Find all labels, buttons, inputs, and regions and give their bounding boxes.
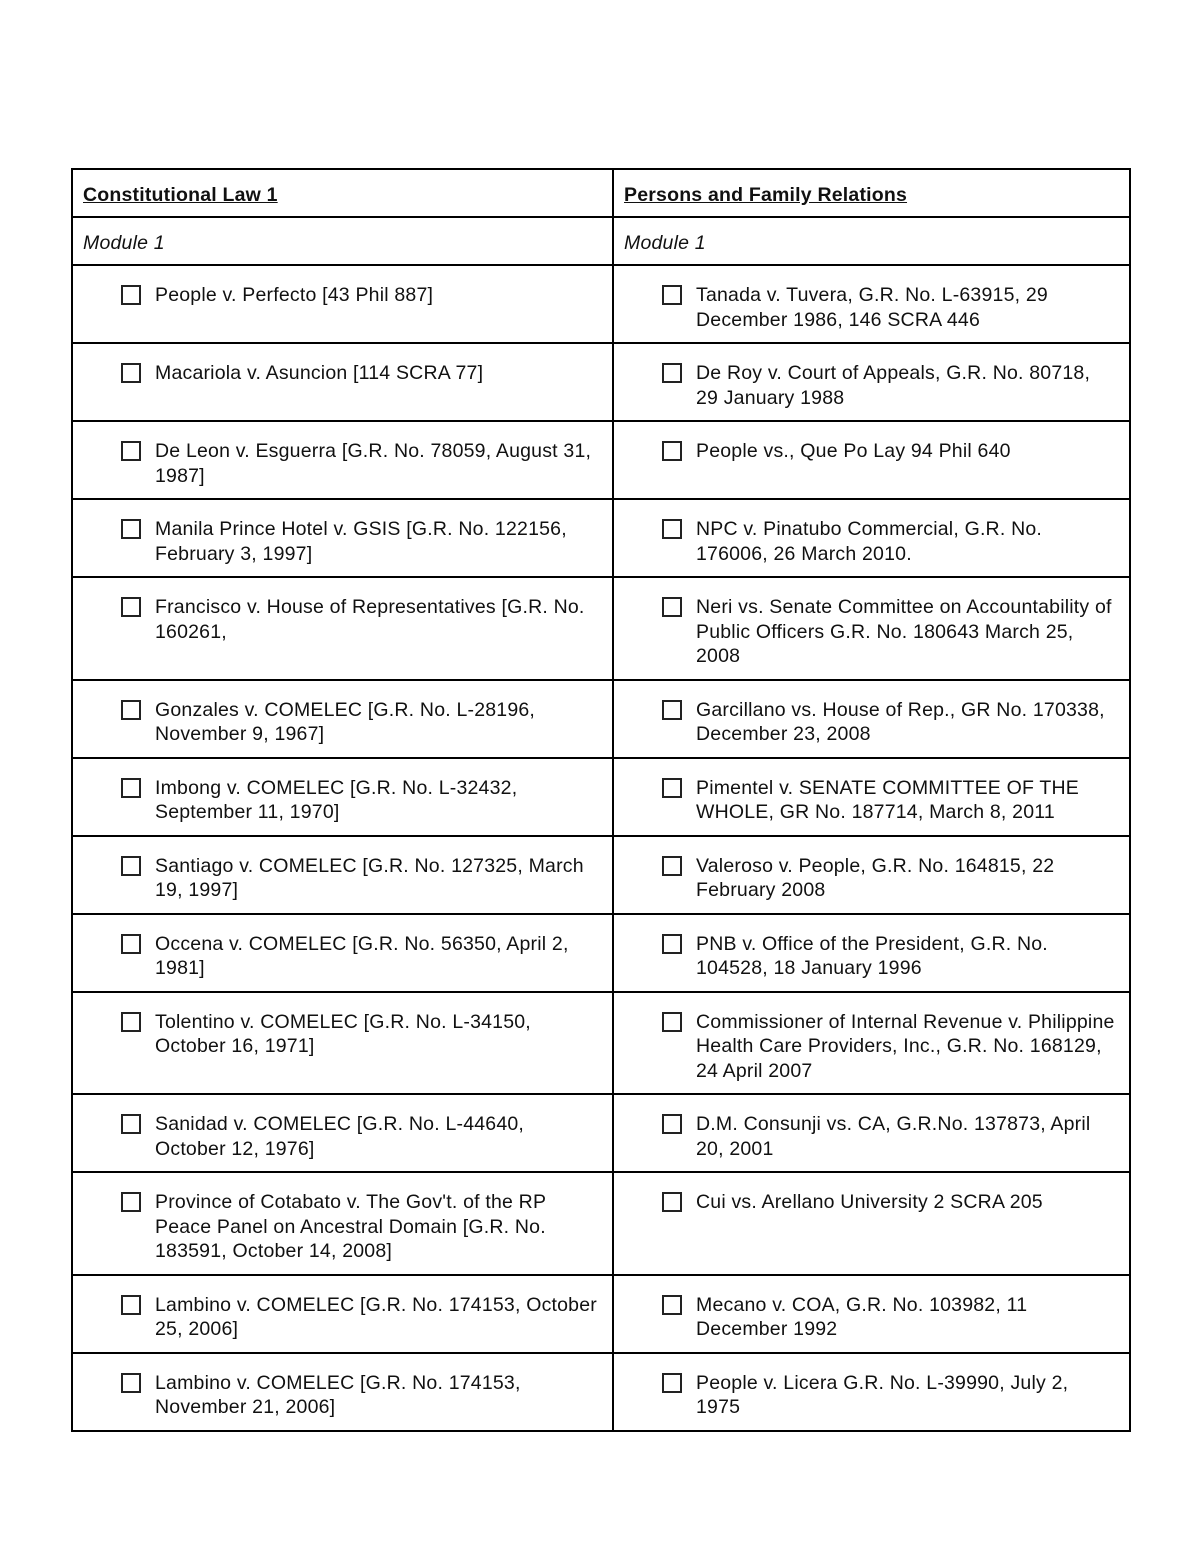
case-citation: Sanidad v. COMELEC [G.R. No. L-44640, October 12, 1976] bbox=[155, 1113, 525, 1160]
checkbox-icon[interactable] bbox=[662, 700, 682, 720]
case-item bbox=[73, 993, 612, 1069]
case-row bbox=[72, 914, 1130, 992]
case-citation: Neri vs. Senate Committee on Accountability of Public Officers G.R. No. 180643 March 25, 2008 bbox=[696, 596, 1112, 667]
case-citation: Pimentel v. SENATE COMMITTEE OF THE WHOLE, GR No. 187714, March 8, 2011 bbox=[696, 776, 1079, 823]
checkbox-icon[interactable] bbox=[121, 597, 141, 617]
case-citation: Francisco v. House of Representatives [G.R. No. 160261, bbox=[155, 596, 585, 643]
case-item bbox=[73, 422, 612, 498]
case-row bbox=[72, 836, 1130, 914]
case-cell-left bbox=[72, 1275, 613, 1353]
case-row bbox=[72, 1353, 1130, 1431]
case-item bbox=[614, 993, 1129, 1094]
case-item bbox=[73, 915, 612, 991]
checkbox-icon[interactable] bbox=[662, 934, 682, 954]
case-citation: De Roy v. Court of Appeals, G.R. No. 80718, 29 January 1988 bbox=[696, 362, 1091, 409]
case-item bbox=[73, 578, 612, 654]
case-cell-left bbox=[72, 836, 613, 914]
case-item bbox=[614, 266, 1129, 342]
case-cell-right bbox=[613, 914, 1130, 992]
case-item bbox=[614, 500, 1129, 576]
case-item bbox=[614, 837, 1129, 913]
case-citation: Imbong v. COMELEC [G.R. No. L-32432, September 11, 1970] bbox=[155, 776, 518, 823]
case-item bbox=[73, 1095, 612, 1171]
case-cell-left bbox=[72, 1353, 613, 1431]
case-citation: People v. Licera G.R. No. L-39990, July 2, 1975 bbox=[696, 1371, 1069, 1418]
case-item bbox=[614, 915, 1129, 991]
case-citation: NPC v. Pinatubo Commercial, G.R. No. 176006, 26 March 2010. bbox=[696, 518, 1043, 565]
case-item bbox=[73, 1354, 612, 1430]
case-cell-right bbox=[613, 758, 1130, 836]
module-row bbox=[72, 217, 1130, 265]
header-cell-left bbox=[72, 169, 613, 217]
case-item bbox=[73, 1276, 612, 1352]
case-cell-right bbox=[613, 1172, 1130, 1275]
case-item bbox=[73, 837, 612, 913]
case-item bbox=[614, 1354, 1129, 1430]
case-citation: Manila Prince Hotel v. GSIS [G.R. No. 122156, February 3, 1997] bbox=[155, 518, 567, 565]
case-item bbox=[614, 344, 1129, 420]
course-title-persons-family: Persons and Family Relations bbox=[624, 184, 908, 206]
checkbox-icon[interactable] bbox=[662, 1192, 682, 1212]
checkbox-icon[interactable] bbox=[662, 1373, 682, 1393]
case-item bbox=[73, 500, 612, 576]
case-cell-right bbox=[613, 1275, 1130, 1353]
checkbox-icon[interactable] bbox=[121, 363, 141, 383]
checkbox-icon[interactable] bbox=[121, 1373, 141, 1393]
case-citation: Tolentino v. COMELEC [G.R. No. L-34150, October 16, 1971] bbox=[155, 1010, 531, 1057]
module-label-left: Module 1 bbox=[83, 232, 165, 254]
header-cell-right bbox=[613, 169, 1130, 217]
case-cell-right bbox=[613, 680, 1130, 758]
case-citation: Gonzales v. COMELEC [G.R. No. L-28196, November 9, 1967] bbox=[155, 698, 536, 745]
case-citation: Lambino v. COMELEC [G.R. No. 174153, October 25, 2006] bbox=[155, 1293, 597, 1340]
checkbox-icon[interactable] bbox=[662, 519, 682, 539]
case-item bbox=[614, 681, 1129, 757]
case-item bbox=[73, 344, 612, 396]
header-row bbox=[72, 169, 1130, 217]
module-cell-left bbox=[72, 217, 613, 265]
case-cell-left bbox=[72, 577, 613, 680]
case-cell-right bbox=[613, 343, 1130, 421]
case-row bbox=[72, 1172, 1130, 1275]
case-cell-right bbox=[613, 992, 1130, 1095]
case-item bbox=[73, 681, 612, 757]
checkbox-icon[interactable] bbox=[121, 1012, 141, 1032]
checkbox-icon[interactable] bbox=[662, 1012, 682, 1032]
case-row bbox=[72, 499, 1130, 577]
checkbox-icon[interactable] bbox=[121, 519, 141, 539]
case-citation: People v. Perfecto [43 Phil 887] bbox=[155, 284, 434, 306]
case-cell-left bbox=[72, 758, 613, 836]
case-cell-left bbox=[72, 1172, 613, 1275]
case-citation: Commissioner of Internal Revenue v. Philippine Health Care Providers, Inc., G.R. No. 168129, 24 April 2007 bbox=[696, 1010, 1115, 1082]
case-item bbox=[73, 1173, 612, 1274]
case-cell-right bbox=[613, 1094, 1130, 1172]
case-citation: Santiago v. COMELEC [G.R. No. 127325, March 19, 1997] bbox=[155, 854, 584, 901]
case-citation: Cui vs. Arellano University 2 SCRA 205 bbox=[696, 1191, 1043, 1213]
course-title-constitutional-law: Constitutional Law 1 bbox=[83, 184, 278, 206]
checkbox-icon[interactable] bbox=[662, 597, 682, 617]
checkbox-icon[interactable] bbox=[662, 285, 682, 305]
case-cell-left bbox=[72, 265, 613, 343]
checkbox-icon[interactable] bbox=[662, 856, 682, 876]
case-item bbox=[73, 266, 612, 318]
checkbox-icon[interactable] bbox=[121, 441, 141, 461]
case-citation: People vs., Que Po Lay 94 Phil 640 bbox=[696, 440, 1011, 462]
module-label-right: Module 1 bbox=[624, 232, 706, 254]
case-citation: Valeroso v. People, G.R. No. 164815, 22 February 2008 bbox=[696, 854, 1055, 901]
checkbox-icon[interactable] bbox=[662, 363, 682, 383]
case-item bbox=[614, 578, 1129, 679]
case-item bbox=[614, 1276, 1129, 1352]
case-citation: D.M. Consunji vs. CA, G.R.No. 137873, April 20, 2001 bbox=[696, 1113, 1091, 1160]
case-row bbox=[72, 1094, 1130, 1172]
checkbox-icon[interactable] bbox=[662, 441, 682, 461]
case-row bbox=[72, 265, 1130, 343]
case-cell-left bbox=[72, 1094, 613, 1172]
case-cell-left bbox=[72, 499, 613, 577]
checkbox-icon[interactable] bbox=[121, 1192, 141, 1212]
checkbox-icon[interactable] bbox=[121, 700, 141, 720]
case-row bbox=[72, 758, 1130, 836]
case-citation: Lambino v. COMELEC [G.R. No. 174153, November 21, 2006] bbox=[155, 1371, 521, 1418]
checkbox-icon[interactable] bbox=[121, 285, 141, 305]
case-list-table bbox=[71, 168, 1131, 1432]
checkbox-icon[interactable] bbox=[121, 856, 141, 876]
checkbox-icon[interactable] bbox=[121, 1114, 141, 1134]
case-citation: Garcillano vs. House of Rep., GR No. 170338, December 23, 2008 bbox=[696, 698, 1105, 745]
module-cell-right bbox=[613, 217, 1130, 265]
checkbox-icon[interactable] bbox=[121, 934, 141, 954]
case-cell-left bbox=[72, 680, 613, 758]
case-cell-left bbox=[72, 914, 613, 992]
case-item bbox=[614, 759, 1129, 835]
case-cell-right bbox=[613, 499, 1130, 577]
case-item bbox=[614, 422, 1129, 474]
case-cell-right bbox=[613, 577, 1130, 680]
checkbox-icon[interactable] bbox=[662, 1114, 682, 1134]
case-row bbox=[72, 992, 1130, 1095]
case-cell-left bbox=[72, 421, 613, 499]
case-cell-left bbox=[72, 992, 613, 1095]
case-citation: Province of Cotabato v. The Gov't. of the RP Peace Panel on Ancestral Domain [G.R. No. 183591, October 14, 2008] bbox=[155, 1191, 546, 1262]
case-item bbox=[614, 1095, 1129, 1171]
case-citation: De Leon v. Esguerra [G.R. No. 78059, August 31, 1987] bbox=[155, 440, 592, 487]
case-item bbox=[614, 1173, 1129, 1225]
case-item bbox=[73, 759, 612, 835]
checkbox-icon[interactable] bbox=[121, 778, 141, 798]
checkbox-icon[interactable] bbox=[662, 1295, 682, 1315]
checkbox-icon[interactable] bbox=[662, 778, 682, 798]
case-citation: Mecano v. COA, G.R. No. 103982, 11 December 1992 bbox=[696, 1293, 1028, 1340]
case-citation: PNB v. Office of the President, G.R. No. 104528, 18 January 1996 bbox=[696, 932, 1048, 979]
case-cell-right bbox=[613, 421, 1130, 499]
case-row bbox=[72, 680, 1130, 758]
case-row bbox=[72, 343, 1130, 421]
case-citation: Tanada v. Tuvera, G.R. No. L-63915, 29 December 1986, 146 SCRA 446 bbox=[696, 284, 1048, 331]
case-cell-right bbox=[613, 265, 1130, 343]
case-cell-right bbox=[613, 1353, 1130, 1431]
case-citation: Occena v. COMELEC [G.R. No. 56350, April 2, 1981] bbox=[155, 932, 569, 979]
case-cell-right bbox=[613, 836, 1130, 914]
checkbox-icon[interactable] bbox=[121, 1295, 141, 1315]
case-row bbox=[72, 421, 1130, 499]
case-cell-left bbox=[72, 343, 613, 421]
case-row bbox=[72, 1275, 1130, 1353]
case-citation: Macariola v. Asuncion [114 SCRA 77] bbox=[155, 362, 484, 384]
case-row bbox=[72, 577, 1130, 680]
